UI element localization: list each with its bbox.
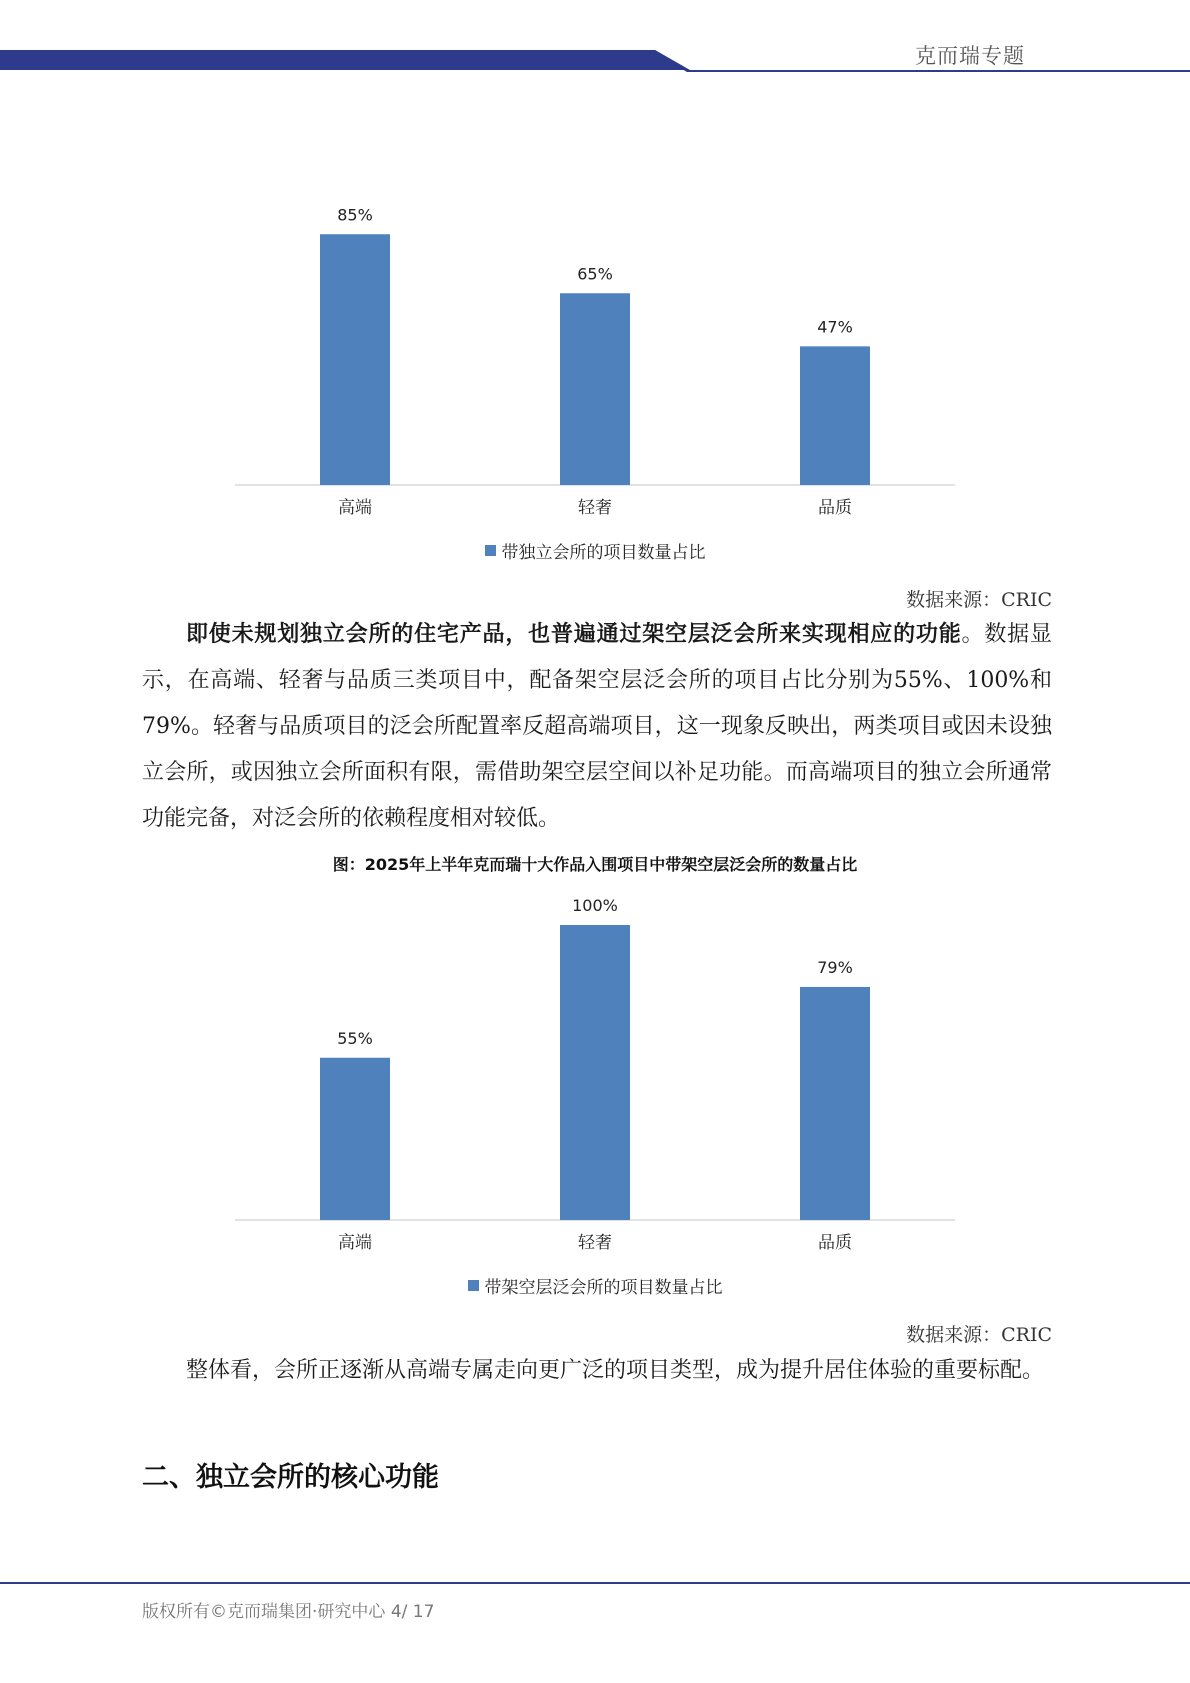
paragraph-1-bold: 即使未规划独立会所的住宅产品，也普遍通过架空层泛会所来实现相应的功能 [186, 622, 962, 647]
data-label: 79% [817, 957, 853, 977]
figure-2-title: 图：2025年上半年克而瑞十大作品入围项目中带架空层泛会所的数量占比 [332, 855, 858, 874]
data-label: 85% [337, 205, 373, 225]
x-tick-label: 高端 [338, 498, 372, 518]
x-tick-label: 品质 [818, 1233, 852, 1253]
data-label: 47% [817, 317, 853, 337]
legend-swatch [485, 545, 496, 556]
footer [142, 1597, 434, 1622]
chart1-source: 数据来源：CRIC [906, 589, 1052, 611]
legend-swatch [468, 1280, 479, 1291]
chart-ground-floor-clubhouse [205, 885, 985, 1335]
chart2-svg [205, 885, 985, 1265]
data-label: 55% [337, 1028, 373, 1048]
section-heading: 二、独立会所的核心功能 [142, 1462, 439, 1493]
chart1-svg [205, 150, 985, 530]
chart1-legend-label: 带独立会所的项目数量占比 [501, 543, 706, 563]
x-tick-label: 轻奢 [578, 498, 612, 518]
data-label: 100% [572, 896, 618, 915]
x-tick-label: 高端 [338, 1233, 372, 1253]
bar-1 [320, 1058, 390, 1220]
footer-copyright: 版权所有©克而瑞集团·研究中心 [142, 1602, 386, 1622]
footer-page-number: 4/ 17 [390, 1602, 435, 1622]
bar-1 [320, 234, 390, 485]
footer-rule [0, 1582, 1190, 1584]
chart2-source: 数据来源：CRIC [906, 1324, 1052, 1346]
x-tick-label: 轻奢 [578, 1233, 612, 1253]
bar-2 [560, 925, 630, 1220]
paragraph-1 [142, 612, 1052, 842]
bar-3 [800, 346, 870, 485]
bar-3 [800, 987, 870, 1220]
data-label: 65% [577, 264, 613, 284]
paragraph-2: 整体看，会所正逐渐从高端专属走向更广泛的项目类型，成为提升居住体验的重要标配。 [186, 1358, 1045, 1383]
chart2-legend [205, 1273, 985, 1298]
chart1-legend [205, 538, 985, 563]
header-title: 克而瑞专题 [915, 44, 1025, 68]
x-tick-label: 品质 [818, 498, 852, 518]
bar-2 [560, 293, 630, 485]
paragraph-1-text: 。数据显示，在高端、轻奢与品质三类项目中，配备架空层泛会所的项目占比分别为55%、100%和79%。轻奢与品质项目的泛会所配置率反超高端项目，这一现象反映出，两类项目或因未设独立会所，或因独立会所面积有限，需借助架空层空间以补足功能。而高端项目的独立会所通常功能完备，对泛会所的依赖程度相对较低。 [142, 622, 1052, 831]
chart-independent-clubhouse [205, 150, 985, 600]
chart2-legend-label: 带架空层泛会所的项目数量占比 [484, 1278, 723, 1298]
